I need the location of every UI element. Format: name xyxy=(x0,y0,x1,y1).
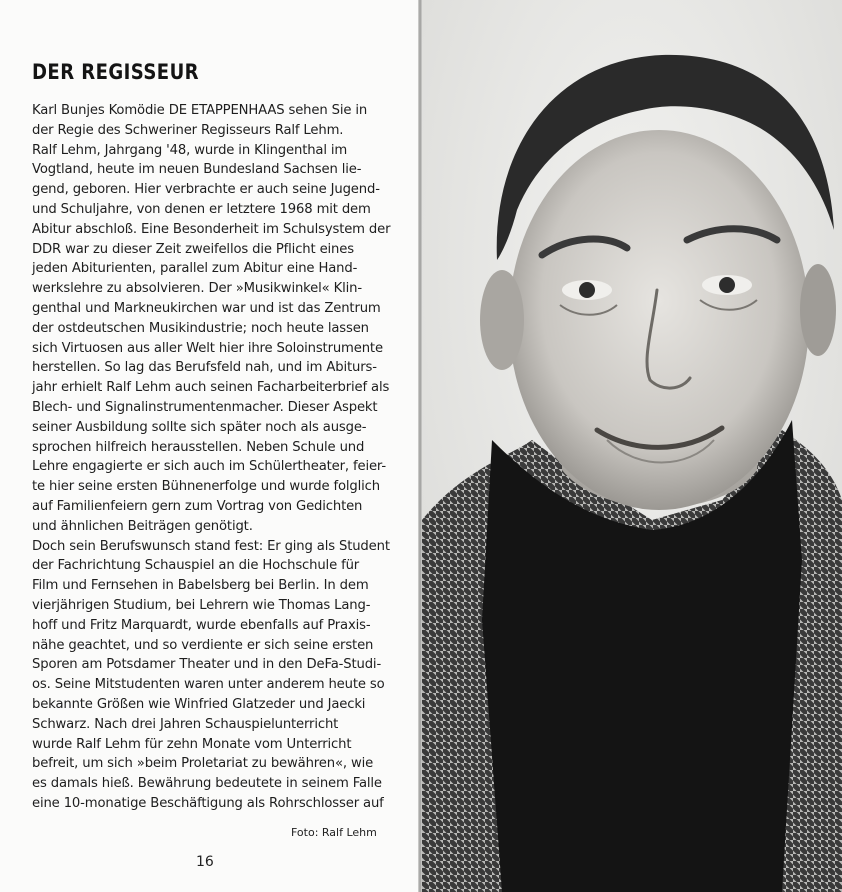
photo-credit: Foto: Ralf Lehm xyxy=(291,826,377,839)
text-line: der Fachrichtung Schauspiel an die Hochschule für xyxy=(32,558,360,574)
page-number: 16 xyxy=(196,854,214,870)
portrait-photo xyxy=(422,0,842,892)
text-line: herstellen. So lag das Berufsfeld nah, und im Abiturs- xyxy=(32,360,377,376)
text-line: jeden Abiturienten, parallel zum Abitur eine Hand- xyxy=(32,261,358,277)
text-line: DDR war zu dieser Zeit zweifellos die Pflicht eines xyxy=(32,241,354,257)
text-line: Doch sein Berufswunsch stand fest: Er ging als Student xyxy=(32,538,390,554)
text-line: Lehre engagierte er sich auch im Schülertheater, feier- xyxy=(32,459,386,475)
text-line: der Regie des Schweriner Regisseurs Ralf Lehm. xyxy=(32,122,344,138)
right-page xyxy=(422,0,842,892)
text-line: os. Seine Mitstudenten waren unter anderem heute so xyxy=(32,677,385,693)
text-line: sprochen hilfreich herausstellen. Neben Schule und xyxy=(32,439,365,455)
text-line: werkslehre zu absolvieren. Der »Musikwinkel« Klin- xyxy=(32,281,362,297)
text-line: genthal und Markneukirchen war und ist das Zentrum xyxy=(32,300,381,316)
text-line: der ostdeutschen Musikindustrie; noch heute lassen xyxy=(32,320,369,336)
text-line: eine 10-monatige Beschäftigung als Rohrschlosser auf xyxy=(32,795,384,811)
left-page xyxy=(0,0,418,892)
text-line: gend, geboren. Hier verbrachte er auch seine Jugend- xyxy=(32,182,380,198)
text-line: Vogtland, heute im neuen Bundesland Sachsen lie- xyxy=(32,162,362,178)
text-line: Karl Bunjes Komödie DE ETAPPENHAAS sehen Sie in xyxy=(32,103,368,118)
text-line: Ralf Lehm, Jahrgang '48, wurde in Klingenthal im xyxy=(32,142,348,158)
face xyxy=(509,130,809,510)
text-line: sich Virtuosen aus aller Welt hier ihre Soloinstrumente xyxy=(32,340,383,356)
text-line: Blech- und Signalinstrumentenmacher. Dieser Aspekt xyxy=(32,399,378,415)
text-line: bekannte Größen wie Winfried Glatzeder und Jaecki xyxy=(32,696,366,712)
text-line: und ähnlichen Beiträgen genötigt. xyxy=(32,518,253,534)
text-line: befreit, um sich »beim Proletariat zu bewähren«, wie xyxy=(32,756,374,772)
text-line: auf Familienfeiern gern zum Vortrag von Gedichten xyxy=(32,498,363,514)
body-text xyxy=(32,101,391,814)
text-line: es damals hieß. Bewährung bedeutete in seinem Falle xyxy=(32,776,382,792)
text-line: te hier seine ersten Bühnenerfolge und wurde folglich xyxy=(32,479,380,495)
text-line: vierjährigen Studium, bei Lehrern wie Thomas Lang- xyxy=(32,597,371,613)
text-line: Sporen am Potsdamer Theater und in den DeFa-Studi- xyxy=(32,657,382,673)
text-line: Film und Fernsehen in Babelsberg bei Berlin. In dem xyxy=(32,578,369,594)
text-line: seiner Ausbildung sollte sich später noch als ausge- xyxy=(32,419,367,435)
text-line: wurde Ralf Lehm für zehn Monate vom Unterricht xyxy=(32,736,352,752)
text-line: jahr erhielt Ralf Lehm auch seinen Facharbeiterbrief als xyxy=(32,380,390,396)
text-line: hoff und Fritz Marquardt, wurde ebenfalls auf Praxis- xyxy=(32,617,371,633)
text-line: und Schuljahre, von denen er letztere 1968 mit dem xyxy=(32,201,371,217)
text-line: Schwarz. Nach drei Jahren Schauspielunterricht xyxy=(32,716,339,732)
text-line: Abitur abschloß. Eine Besonderheit im Schulsystem der xyxy=(32,221,391,237)
text-line: nähe geachtet, und so verdiente er sich seine ersten xyxy=(32,637,374,653)
page-heading: DER REGISSEUR xyxy=(32,60,200,84)
